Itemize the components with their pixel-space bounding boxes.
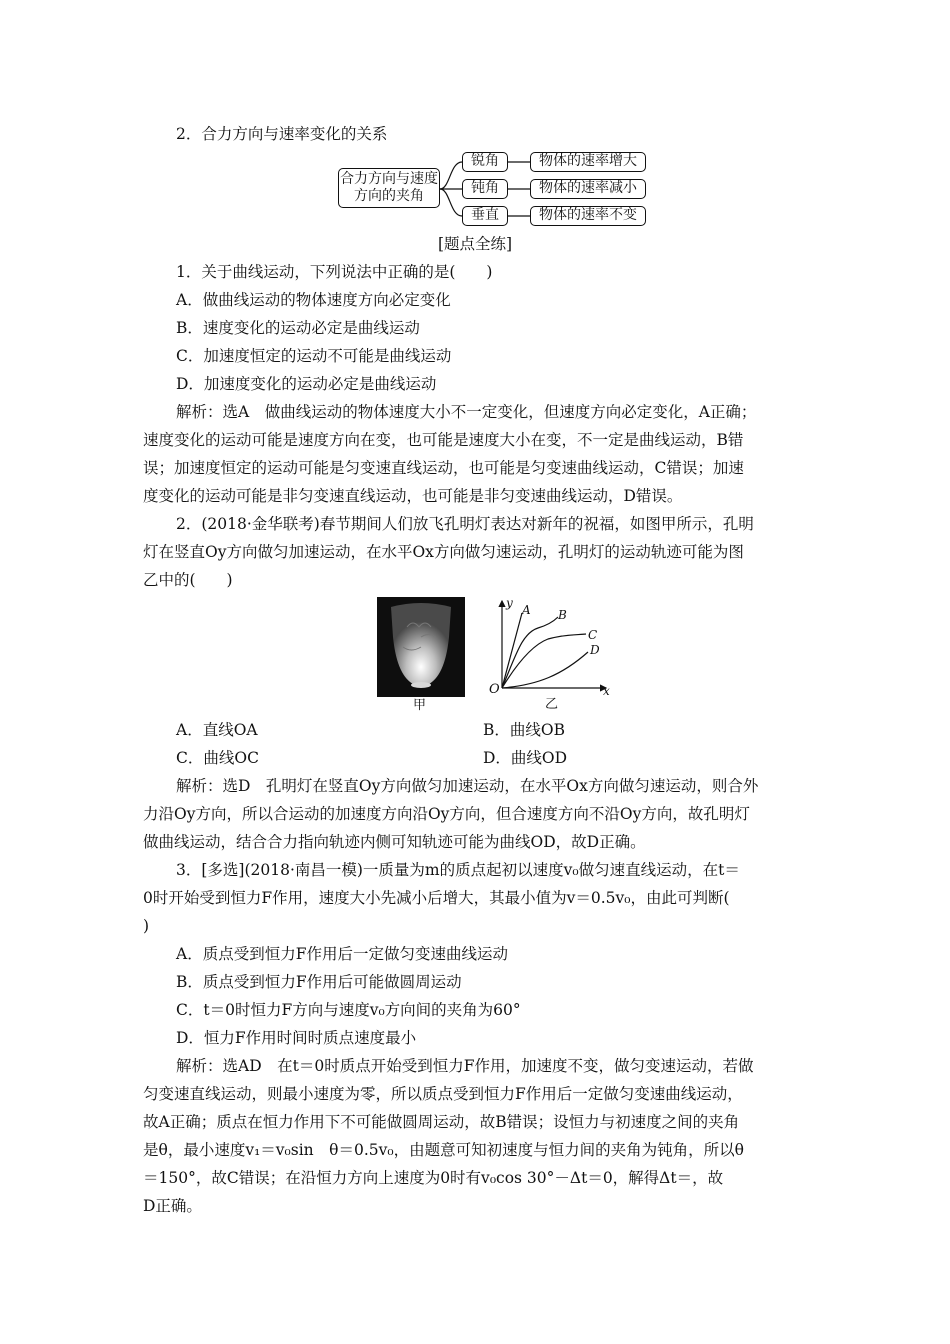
q1-option-b: B．速度变化的运动必定是曲线运动 (176, 319, 420, 337)
q3-option-d: D．恒力F作用时间时质点速度最小 (176, 1029, 417, 1047)
concept-diagram (338, 150, 648, 228)
q1-option-a: A．做曲线运动的物体速度方向必定变化 (176, 291, 451, 309)
q1-analysis-line: 误；加速度恒定的运动可能是匀变速直线运动，也可能是匀变速曲线运动，C错误；加速 (143, 459, 744, 477)
diagram-root-line: 合力方向与速度 (340, 171, 438, 187)
section-title: 2．合力方向与速率变化的关系 (176, 125, 388, 143)
q3-option-c: C．t＝0时恒力F方向与速度v₀方向间的夹角为60° (176, 1001, 521, 1019)
q3-analysis-line: 匀变速直线运动，则最小速度为零，所以质点受到恒力F作用后一定做匀变速曲线运动， (143, 1085, 743, 1103)
q2-stem-line: 2．(2018·金华联考)春节期间人们放飞孔明灯表达对新年的祝福，如图甲所示，孔明 (176, 515, 754, 533)
axis-x-label: x (603, 684, 610, 698)
q1-analysis-line: 速度变化的运动可能是速度方向在变，也可能是速度大小在变，不一定是曲线运动，B错 (143, 431, 744, 449)
q3-analysis-line: D正确。 (143, 1197, 202, 1215)
curve-label-c: C (588, 628, 598, 642)
q1-analysis-line: 度变化的运动可能是非匀变速直线运动，也可能是非匀变速曲线运动，D错误。 (143, 487, 683, 505)
diagram-angle-box: 钝角 (462, 179, 508, 199)
diagram-angle-box: 垂直 (462, 206, 508, 226)
curve-a (502, 613, 522, 688)
practice-header: [题点全练] (437, 235, 513, 253)
diagram-result-box: 物体的速率减小 (530, 179, 646, 199)
q3-analysis-line: 是θ，最小速度v₁＝v₀sin θ＝0.5v₀，由题意可知初速度与恒力间的夹角为钝角，所以θ (143, 1141, 744, 1159)
axis-y-label: y (506, 596, 513, 610)
curve-label-a: A (522, 603, 531, 617)
q3-option-b: B．质点受到恒力F作用后可能做圆周运动 (176, 973, 462, 991)
lantern-illustration (377, 597, 465, 697)
q2-option-d: D．曲线OD (483, 749, 568, 767)
q3-analysis-line: ＝150°，故C错误；在沿恒力方向上速度为0时有v₀cos 30°－Δt＝0，解得Δt＝，故 (143, 1169, 724, 1187)
q2-analysis-line: 解析：选D 孔明灯在竖直Oy方向做匀加速运动，在水平Ox方向做匀速运动，则合外 (176, 777, 759, 795)
diagram-angle-box: 锐角 (462, 152, 508, 172)
figure-label-left: 甲 (413, 698, 427, 713)
origin-label: O (489, 682, 500, 697)
lantern-photo (377, 597, 465, 697)
diagram-result-box: 物体的速率增大 (530, 152, 646, 172)
q2-analysis-line: 力沿Oy方向，所以合运动的加速度方向沿Oy方向，但合速度方向不沿Oy方向，故孔明灯 (143, 805, 750, 823)
q3-stem-line: ) (143, 917, 150, 935)
diagram-root-box (338, 168, 440, 208)
q1-stem: 1．关于曲线运动，下列说法中正确的是( ) (176, 263, 493, 281)
q3-analysis-line: 解析：选AD 在t＝0时质点开始受到恒力F作用，加速度不变，做匀变速运动，若做 (176, 1057, 754, 1075)
q3-stem-line: 3．[多选](2018·南昌一模)一质量为m的质点起初以速度v₀做匀速直线运动，在t＝ (176, 861, 740, 879)
diagram-result-box: 物体的速率不变 (530, 206, 646, 226)
diagram-root-line: 方向的夹角 (354, 188, 424, 204)
q3-analysis-line: 故A正确；质点在恒力作用下不可能做圆周运动，故B错误；设恒力与初速度之间的夹角 (143, 1113, 740, 1131)
q3-option-a: A．质点受到恒力F作用后一定做匀变速曲线运动 (176, 945, 508, 963)
q1-option-d: D．加速度变化的运动必定是曲线运动 (176, 375, 437, 393)
q2-option-b: B．曲线OB (483, 721, 565, 739)
curve-label-b: B (558, 608, 567, 622)
q2-stem-line: 灯在竖直Oy方向做匀加速运动，在水平Ox方向做匀速运动，孔明灯的运动轨迹可能为图 (143, 543, 744, 561)
q2-stem-line: 乙中的( ) (143, 571, 233, 589)
q1-option-c: C．加速度恒定的运动不可能是曲线运动 (176, 347, 452, 365)
q2-analysis-line: 做曲线运动，结合合力指向轨迹内侧可知轨迹可能为曲线OD，故D正确。 (143, 833, 646, 851)
q2-option-c: C．曲线OC (176, 749, 259, 767)
q1-analysis-line: 解析：选A 做曲线运动的物体速度大小不一定变化，但速度方向必定变化，A正确； (176, 403, 757, 421)
curve-label-d: D (590, 643, 600, 657)
figure-label-right: 乙 (545, 697, 559, 712)
q2-option-a: A．直线OA (176, 721, 258, 739)
q3-stem-line: 0时开始受到恒力F作用，速度大小先减小后增大，其最小值为v＝0.5v₀，由此可判断( (143, 889, 730, 907)
